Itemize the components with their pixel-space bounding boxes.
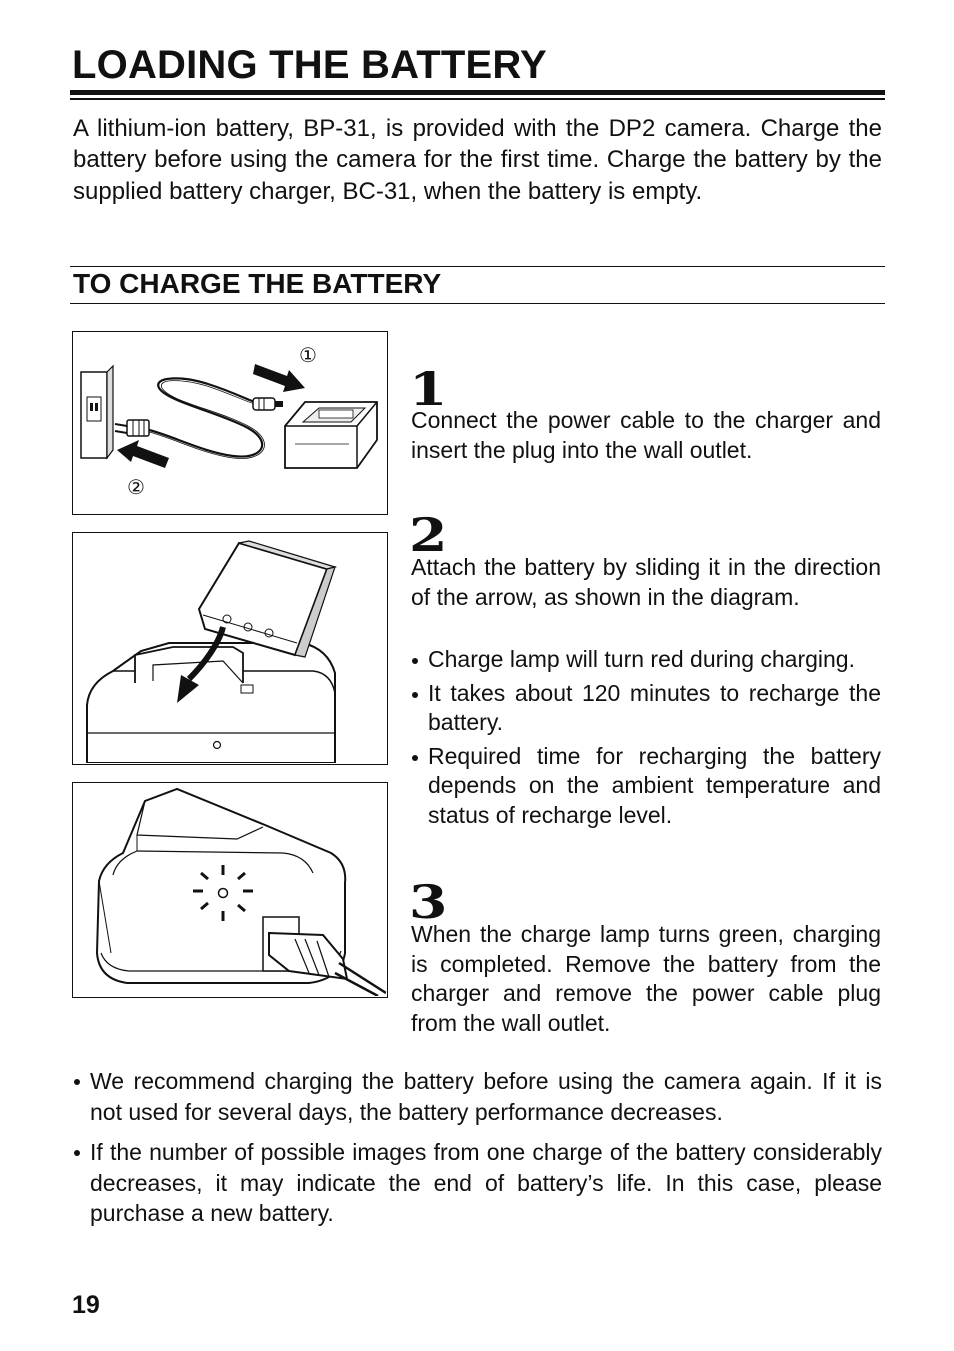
- cable-connector-icon: [253, 398, 283, 410]
- charge-lamp-illustration: [72, 782, 388, 998]
- charger-plug-illustration: [72, 331, 388, 515]
- list-item: [72, 1137, 882, 1229]
- step-number-3: 3: [409, 875, 448, 929]
- title-rule: [70, 90, 885, 95]
- step-label-2: ②: [127, 475, 145, 499]
- bullet-icon: [74, 1150, 80, 1156]
- bullet-text: It takes about 120 minutes to recharge the battery.: [428, 679, 881, 735]
- battery-insert-illustration: [72, 532, 388, 765]
- page-title: LOADING THE BATTERY: [72, 43, 547, 87]
- page-number: 19: [72, 1291, 100, 1319]
- note-text: We recommend charging the battery before using the camera again. If it is not used for several days, the battery performance decreases.: [90, 1068, 882, 1125]
- battery-charger-icon: [87, 643, 335, 763]
- step-2-bullets: [411, 645, 881, 834]
- step-3-text: When the charge lamp turns green, charging is completed. Remove the battery from the charger and remove the power cable plug from the wall outlet.: [411, 921, 881, 1036]
- step-2-text: Attach the battery by sliding it in the direction of the arrow, as shown in the diagram.: [411, 554, 881, 610]
- list-item: [411, 742, 881, 831]
- bullet-text: Required time for recharging the battery depends on the ambient temperature and status of recharge level.: [428, 742, 881, 828]
- note-text: If the number of possible images from one charge of the battery considerably decreases, it may indicate the end of battery’s life. In this case, please purchase a new battery.: [90, 1139, 882, 1226]
- section-rule-bottom: [70, 303, 885, 304]
- bullet-icon: [412, 755, 418, 761]
- wall-outlet-icon: [81, 366, 113, 458]
- title-rule-thin: [70, 98, 885, 100]
- battery-charger-icon: [285, 402, 377, 468]
- step-number-2: 2: [409, 508, 448, 562]
- arrow-left-icon: [117, 440, 169, 468]
- arrow-right-icon: [253, 364, 305, 392]
- bullet-icon: [74, 1079, 80, 1085]
- list-item: [72, 1066, 882, 1127]
- power-plug-icon: [115, 420, 149, 436]
- list-item: [411, 645, 881, 675]
- notes-list: [72, 1066, 882, 1239]
- step-1-text: Connect the power cable to the charger and insert the plug into the wall outlet.: [411, 407, 881, 463]
- step-label-1: ①: [299, 343, 317, 367]
- section-title: TO CHARGE THE BATTERY: [73, 268, 442, 299]
- list-item: [411, 679, 881, 738]
- power-cable: [149, 378, 262, 456]
- bullet-icon: [412, 692, 418, 698]
- bullet-icon: [412, 658, 418, 664]
- bullet-text: Charge lamp will turn red during charging.: [428, 646, 855, 672]
- step-number-1: 1: [409, 362, 448, 416]
- intro-paragraph: A lithium-ion battery, BP-31, is provided with the DP2 camera. Charge the battery before using the camera for the first time. Charge the battery by the supplied battery charger, BC-31, when the battery is empty.: [73, 115, 882, 205]
